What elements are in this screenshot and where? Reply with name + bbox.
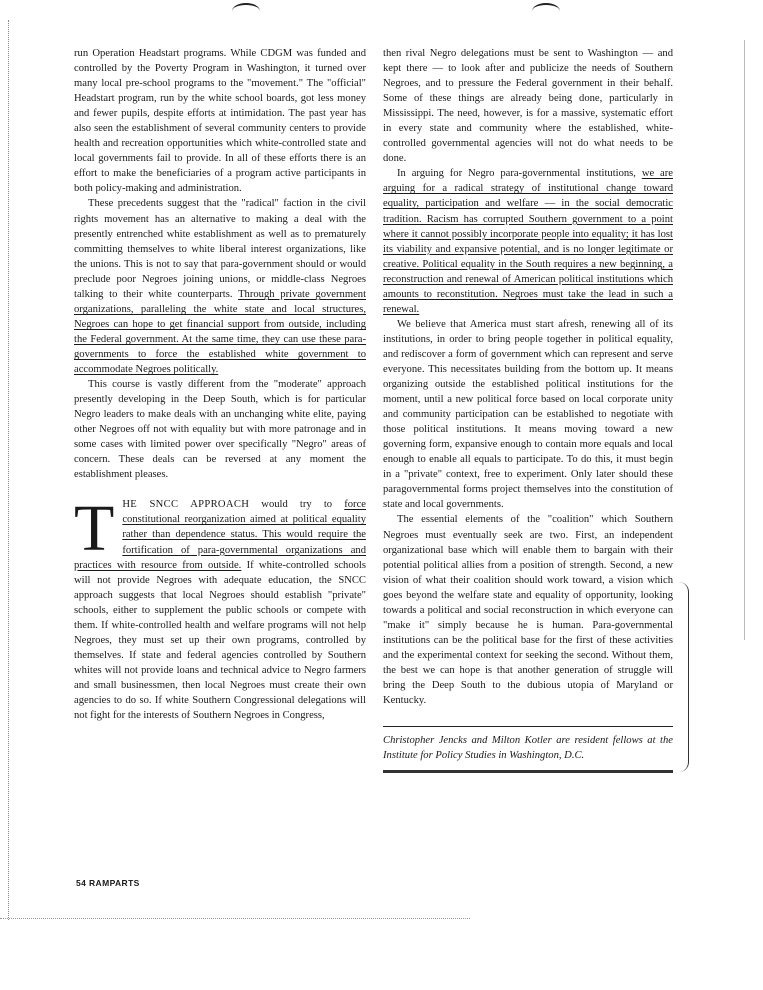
section-lead: HE SNCC APPROACH (122, 499, 250, 511)
paragraph: then rival Negro delegations must be sent to Washington — and kept there — to look after and publicize the needs of Southern Negroes, and to pressure the Federal government in their behalf. Some of these things are already being done, particularly in Mississippi. The need, however, is for a massive, systematic effort in every state and community where the established, white-controlled governmental agencies will not do what needs to be done. (383, 48, 673, 165)
underlined-passage: force constitutional reorganization aimed at political equality rather than dependence status. This would require the fortification of para-governmental organizations and practices with resource from outside. (74, 499, 366, 571)
paragraph-text: would try to (249, 499, 345, 511)
underlined-passage: we are arguing for a radical strategy of institutional change toward equality, participation and welfare — in the social democratic tradition. Racism has corrupted Southern government to a point where it cannot possibly incorporate people into equality; it has lost its viability and expansive potential, and is no longer legitimate or creative. Political equality in the South requires a new beginning, a reconstruction and renewal of American political institutions which amounts to reconstitution. Negroes must take the lead in such a renewal. (383, 168, 673, 315)
paragraph (74, 492, 366, 723)
punch-hole-mark (232, 3, 260, 19)
scan-edge (744, 40, 746, 640)
paragraph (383, 166, 673, 316)
left-column (74, 46, 366, 723)
paragraph: We believe that America must start afresh, renewing all of its institutions, in order to bring people together in political equality, and rediscover a form of government which can represent and serve everyone. This necessitates building from the bottom up. It means organizing outside the established political institutions for the moment, until a new political force based on local corporate unity and community participation can be established to negotiate with those political institutions. It means moving toward a new governing form, expansive enough to contain more equals and local enough to enable all equals to participate. To do this, it must begin in a "private" context, free to experiment. Only later should these paragovernmental forms project themselves into the constitution of state and local governments. (383, 318, 673, 511)
scan-edge (8, 20, 10, 920)
paragraph: The essential elements of the "coalition" which Southern Negroes must eventually seek are two. First, an independent organizational base which will enable them to bargain with their potential political allies from a position of strength. Second, a new vision of what their coalition should work toward, a vision which goes beyond the welfare state and equality of opportunity, looking towards a political and social reconstruction in which everyone can "make it" simply because he is human. Para-governmental institutions can be the political base for the first of these activities and the experimental context for seeking the second. Without them, the best we can hope is that another generation of struggle will bring the Deep South to the dubious utopia of Maryland or Kentucky. (383, 514, 673, 707)
punch-hole-mark (532, 3, 560, 19)
underlined-passage: Through private government organizations, paralleling the white state and local structures, Negroes can hope to get financial support from outside, including the Federal government. At the same time, they can use these para-governments to force the established white government to accommodate Negroes politically. (74, 288, 367, 375)
closing-rule (383, 770, 673, 773)
paragraph-text: In arguing for Negro para-governmental institutions, (397, 168, 642, 180)
author-note: Christopher Jencks and Milton Kotler are resident fellows at the Institute for Policy Studies in Washington, D.C. (383, 726, 673, 763)
page-footer: 54 RAMPARTS (76, 878, 140, 888)
margin-bracket-mark (678, 582, 689, 772)
drop-cap: T (74, 492, 115, 566)
scan-edge (0, 918, 470, 920)
right-column (383, 46, 673, 773)
paragraph: This course is vastly different from the "moderate" approach presently developing in the Deep South, which is for particular Negro leaders to make deals with an unchanging white elite, paying other Negroes off not with equality but with more patronage and in some cases with limited power over specifically "Negro" areas of concern. These deals can be reversed at any moment the establishment pleases. (74, 379, 366, 481)
paragraph (74, 196, 366, 377)
paragraph-text: If white-controlled schools will not provide Negroes with adequate education, the SNCC approach suggests that local Negroes should establish "private" schools, either to supplement the public schools or compete with them. If white-controlled health and welfare programs will not help Negroes, they must set up their own programs, controlled by themselves. If state and federal agencies controlled by Southern whites will not provide loans and technical advice to Negro farmers and small businessmen, then local Negroes must create their own agencies to do so. If white Southern Congressional delegations will not fight for the interests of Southern Negroes in Congress, (74, 559, 366, 722)
paragraph: run Operation Headstart programs. While CDGM was funded and controlled by the Poverty Program in Washington, it turned over many local pre-school programs to the "movement." The "official" Headstart program, run by the white school boards, got less money and fewer pupils, despite efforts at intimidation. The past year has also seen the establishment of several community centers to provide health and recreation opportunities which white-controlled state and local governments fail to provide. In all of these efforts there is an effort to make the beneficiaries of a program active participants in both policy-making and administration. (74, 48, 366, 195)
paragraph-text: These precedents suggest that the "radical" faction in the civil rights movement has an alternative to making a deal with the presently entrenched white establishment as well as to prematurely committing themselves to white liberal interest organizations, like the unions. This is not to say that para-government should or would preclude poor Negroes joining unions, or middle-class Negroes talking to their white counterparts. (74, 198, 366, 300)
